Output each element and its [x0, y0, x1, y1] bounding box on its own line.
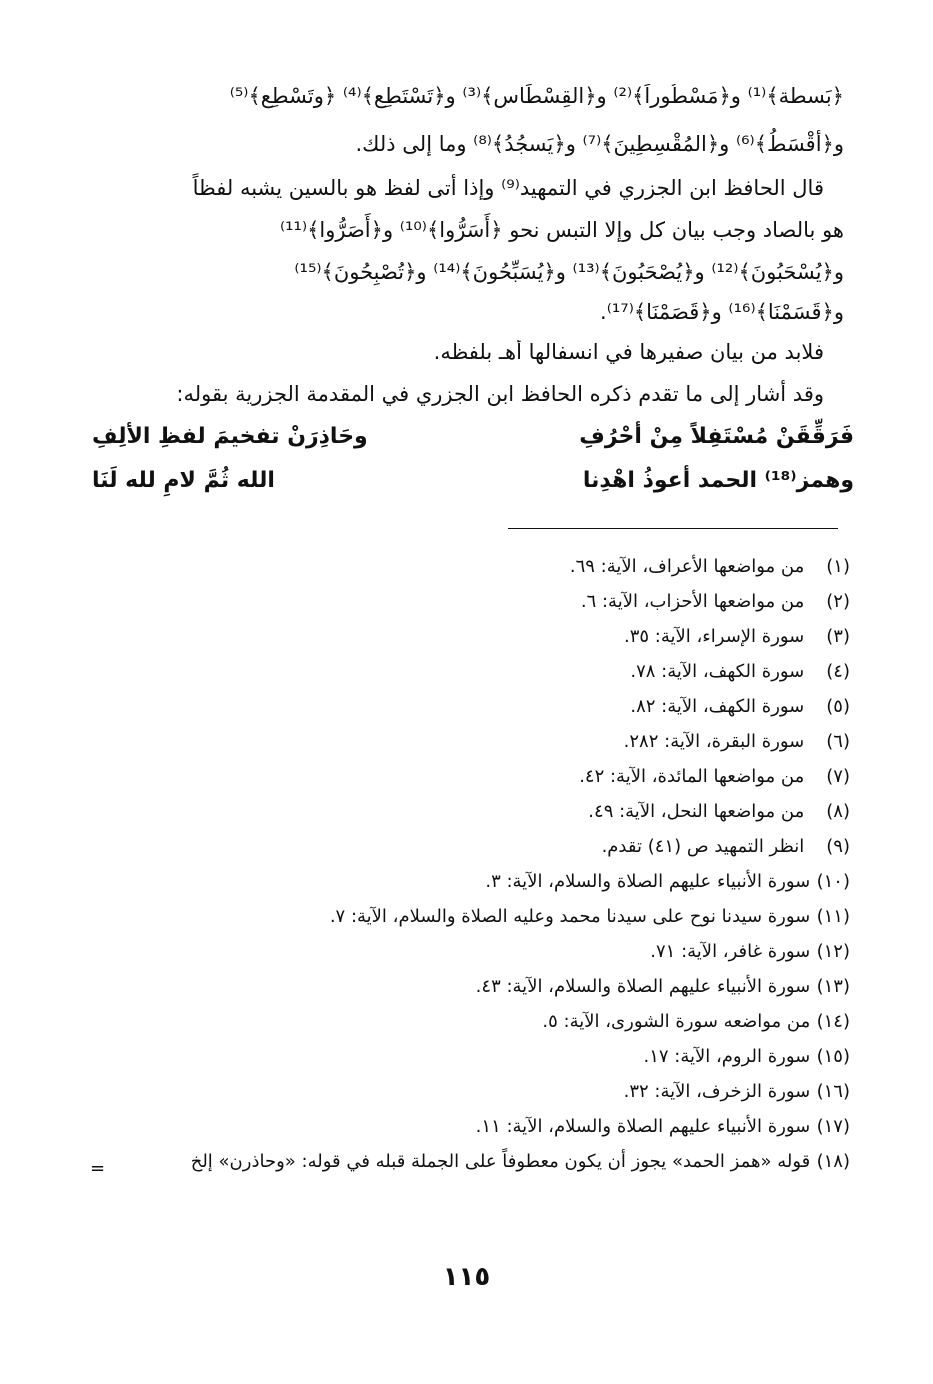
footnote-number: (٨) — [826, 801, 850, 822]
footnote-number: (٢) — [826, 591, 850, 612]
footnote-number: (١٤) — [816, 1011, 850, 1032]
footnote-text: سورة الإسراء، الآية: ٣٥. — [623, 626, 805, 647]
footnote-text: سورة الزخرف، الآية: ٣٢. — [623, 1081, 811, 1102]
text-line-7: فلابد من بيان صفيرها في انسفالها أهـ بلفظه. — [433, 340, 824, 364]
verse-line-2 — [92, 468, 854, 504]
footnote-text: سورة الكهف، الآية: ٧٨. — [630, 661, 805, 682]
footnote-number: (١٠) — [816, 871, 850, 892]
footnote-number: (٧) — [826, 766, 850, 787]
page-number: ١١٥ — [442, 1262, 491, 1292]
footnote-text: سورة الأنبياء عليهم الصلاة والسلام، الآية: ١١. — [475, 1116, 811, 1137]
footnote-13 — [476, 976, 850, 997]
footnote-16 — [624, 1081, 850, 1102]
text-line-3: قال الحافظ ابن الجزري في التمهيد⁽⁹⁾ وإذا أتى لفظ هو بالسين يشبه لفظاً — [192, 176, 824, 200]
footnote-text: من مواضعها الأحزاب، الآية: ٦. — [580, 591, 805, 612]
footnote-text: من مواضعها المائدة، الآية: ٤٢. — [579, 766, 805, 787]
footnote-number: (٤) — [826, 661, 850, 682]
footnote-12 — [650, 941, 850, 962]
footnote-text: سورة الأنبياء عليهم الصلاة والسلام، الآية: ٤٣. — [475, 976, 811, 997]
footnote-number: (١٥) — [816, 1046, 850, 1067]
footnote-text: سورة الأنبياء عليهم الصلاة والسلام، الآية: ٣. — [485, 871, 811, 892]
footnote-number: (١٣) — [816, 976, 850, 997]
footnote-number: (٣) — [826, 626, 850, 647]
footnote-text: سورة الروم، الآية: ١٧. — [643, 1046, 811, 1067]
footnote-text: سورة البقرة، الآية: ٢٨٢. — [623, 731, 805, 752]
footnote-text: انظر التمهيد ص (٤١) تقدم. — [601, 836, 805, 857]
verse-2-first-hemistich: وهمز⁽¹⁸⁾ الحمد أعوذُ اهْدِنا — [582, 468, 854, 493]
footnote-number: (٥) — [826, 696, 850, 717]
footnote-6 — [624, 731, 850, 752]
footnote-8 — [588, 801, 850, 822]
verse-2-second-hemistich: الله ثُمَّ لامِ لله لَنَا — [92, 468, 275, 493]
footnote-5 — [630, 696, 850, 717]
footnote-3 — [624, 626, 850, 647]
footnote-number: (١٢) — [816, 941, 850, 962]
verse-1-first-hemistich: فَرَقِّقَنْ مُسْتَفِلاً مِنْ أحْرُفِ — [579, 424, 854, 449]
footnote-text: قوله «همز الحمد» يجوز أن يكون معطوفاً على الجملة قبله في قوله: «وحاذرن» إلخ — [190, 1151, 811, 1172]
main-text — [92, 84, 844, 354]
footnote-text: من مواضعها النحل، الآية: ٤٩. — [588, 801, 805, 822]
footnote-number: (١٨) — [816, 1151, 850, 1172]
footnote-number: (١٦) — [816, 1081, 850, 1102]
text-line-2: و﴿أقْسَطُ﴾⁽⁶⁾ و﴿المُقْسِطِينَ﴾⁽⁷⁾ و﴿يَسجُدُ﴾⁽⁸⁾ وما إلى ذلك. — [355, 132, 844, 156]
footnote-14 — [542, 1011, 850, 1032]
footnote-text: من مواضعه سورة الشورى، الآية: ٥. — [542, 1011, 811, 1032]
footnote-number: (١١) — [816, 906, 850, 927]
footnote-4 — [630, 661, 850, 682]
footnote-17 — [476, 1116, 850, 1137]
continuation-mark: = — [90, 1158, 106, 1179]
footnote-number: (٩) — [826, 836, 850, 857]
footnote-11 — [330, 906, 850, 927]
footnote-15 — [643, 1046, 850, 1067]
text-line-1: ﴿بَسطة﴾⁽¹⁾ و﴿مَسْطُوراً﴾⁽²⁾ و﴿القِسْطَاس﴾⁽³⁾ و﴿تَسْتَطِع﴾⁽⁴⁾ ﴿وتَسْطِع﴾⁽⁵⁾ — [229, 84, 844, 108]
footnote-7 — [579, 766, 850, 787]
footnote-1 — [570, 556, 850, 577]
main-text-continued — [92, 340, 844, 420]
footnote-18 — [191, 1151, 850, 1172]
text-line-8: وقد أشار إلى ما تقدم ذكره الحافظ ابن الجزري في المقدمة الجزرية بقوله: — [176, 382, 824, 406]
footnote-separator — [508, 528, 838, 529]
footnote-text: سورة سيدنا نوح على سيدنا محمد وعليه الصلاة والسلام، الآية: ٧. — [329, 906, 811, 927]
footnote-text: سورة الكهف، الآية: ٨٢. — [630, 696, 805, 717]
footnote-2 — [581, 591, 850, 612]
footnote-number: (١٧) — [816, 1116, 850, 1137]
text-line-5: و﴿يُسْحَبُونَ﴾⁽¹²⁾ و﴿يُصْحَبُونَ﴾⁽¹³⁾ و﴿يُسَبِّحُونَ﴾⁽¹⁴⁾ و﴿تُصْبِحُونَ﴾⁽¹⁵⁾ — [294, 260, 844, 284]
footnote-number: (١) — [826, 556, 850, 577]
footnote-9 — [602, 836, 850, 857]
footnote-text: من مواضعها الأعراف، الآية: ٦٩. — [569, 556, 805, 577]
footnote-10 — [485, 871, 850, 892]
verse-1-second-hemistich: وحَاذِرَنْ تفخيمَ لفظِ الألِفِ — [92, 424, 368, 449]
text-line-4: هو بالصاد وجب بيان كل وإلا التبس نحو ﴿أَسَرُّوا﴾⁽¹⁰⁾ و﴿أَصَرُّوا﴾⁽¹¹⁾ — [279, 218, 844, 242]
verse-line-1 — [92, 424, 854, 460]
footnote-number: (٦) — [826, 731, 850, 752]
footnote-text: سورة غافر، الآية: ٧١. — [650, 941, 811, 962]
text-line-6: و﴿قَسَمْنَا﴾⁽¹⁶⁾ و﴿قَصَمْنَا﴾⁽¹⁷⁾. — [600, 300, 844, 324]
